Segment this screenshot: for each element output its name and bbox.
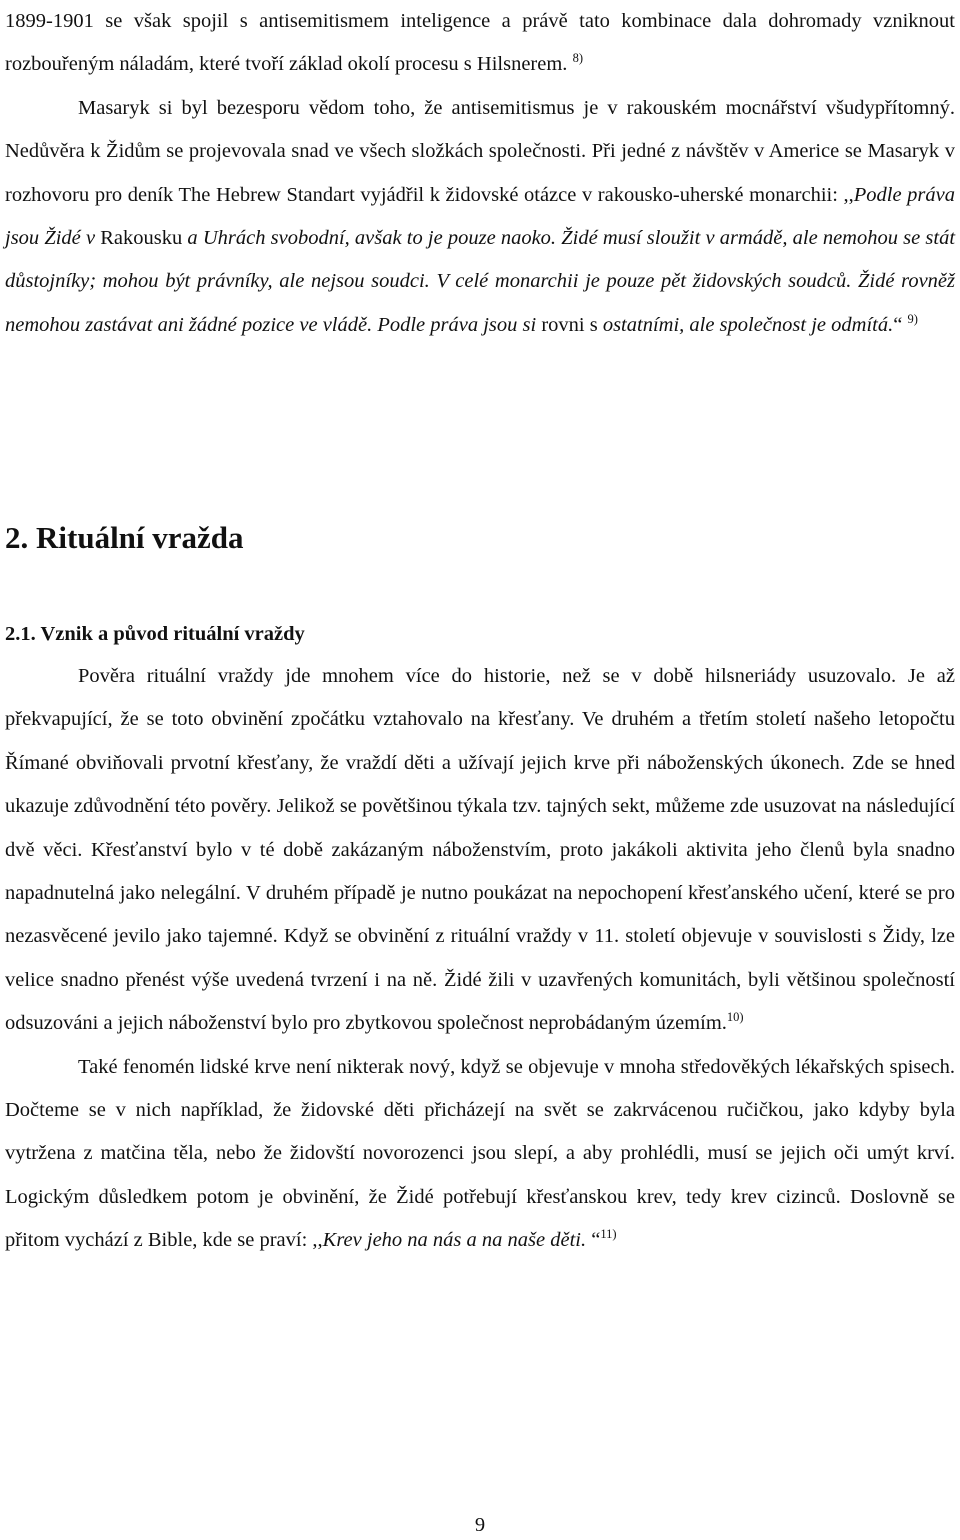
- quotation-text: Podle práva jsou Židé v: [5, 183, 955, 250]
- paragraph-text: 1899-1901 se však spojil s antisemitismem inteligence a právě tato kombinace dala dohromady vzniknout rozbouřeným náladám, které tvoří základ okolí procesu s Hilsnerem.: [5, 10, 955, 76]
- paragraph-text: Masaryk si byl bezesporu vědom toho, že antisemitismus je v rakouském mocnářství všudypřítomný. Nedůvěra k Židům se projevovala snad ve všech složkách společnosti. Při jedné z návštěv v Americe se Masaryk v rozhovoru pro deník The Hebrew Standart vyjádřil k židovské otázce v rakousko-uherské monarchii: ,,: [5, 96, 955, 206]
- footnote-marker[interactable]: 9): [907, 312, 918, 327]
- quotation-text: ostatními, ale společnost je odmítá.: [602, 313, 894, 336]
- footnote-marker[interactable]: 8): [572, 51, 583, 66]
- paragraph-text: Také fenomén lidské krve není nikterak nový, když se objevuje v mnoha středověkých lékařských spisech. Dočteme se v nich například, že židovské děti přicházejí na svět se zakrvácenou ručičkou, jako kdyby byla vytržena z matčina těla, nebo že židovští novorozenci jsou slepí, a aby prohlédli, musí se jejich oči umýt krví. Logickým důsledkem potom je obvinění, že Židé potřebují křesťanskou krev, tedy krev cizinců. Doslovně se přitom vychází z Bible, kde se praví: ,,: [5, 1055, 955, 1252]
- paragraph-text: rovni s: [536, 313, 603, 336]
- section-paragraph: [5, 655, 955, 1046]
- closing-quote: “: [893, 313, 903, 336]
- document-page: [5, 0, 955, 347]
- section-paragraph: [5, 1046, 955, 1263]
- quotation-text: Krev jeho na nás a na naše děti.: [322, 1229, 587, 1252]
- page-number: 9: [474, 1514, 486, 1536]
- chapter-heading: 2. Rituální vražda: [5, 520, 244, 555]
- paragraph-text: Rakousku: [95, 227, 188, 250]
- closing-quote: “: [586, 1229, 601, 1252]
- section-body: [5, 655, 955, 1263]
- intro-paragraph: [5, 0, 955, 87]
- footnote-marker[interactable]: 11): [600, 1227, 617, 1242]
- section-heading: 2.1. Vznik a původ rituální vraždy: [5, 623, 305, 645]
- paragraph-text: Pověra rituální vraždy jde mnohem více do historie, než se v době hilsneriády usuzovalo. Je až překvapující, že se toto obvinění zpočátku vztahovalo na křesťany. Ve druhém a třetím století našeho letopočtu Římané obviňovali prvotní křesťany, že vraždí děti a užívají jejich krve při náboženských úkonech. Zde se hned ukazuje zdůvodnění této pověry. Jelikož se povětšinou týkala tzv. tajných sekt, můžeme zde usuzovat na následující dvě věci. Křesťanství bylo v té době zakázaným náboženstvím, proto jakákoli aktivita jeho členů byla snadno napadnutelná jako nelegální. V druhém případě je nutno poukázat na nepochopení křesťanského učení, které se pro nezasvěcené jevilo jako tajemné. Když se obvinění z rituální vraždy v 11. století objevuje v souvislosti s Židy, lze velice snadno přenést výše uvedená tvrzení i na ně. Židé žili v uzavřených komunitách, byli většinou společností odsuzováni a jejich náboženství bylo pro zbytkovou společnost neprobádaným územím.: [5, 665, 955, 1035]
- masaryk-paragraph: [5, 87, 955, 347]
- quotation-text: a Uhrách svobodní, avšak to je pouze naoko. Židé musí sloužit v armádě, ale nemohou se stát důstojníky; mohou být právníky, ale nejsou soudci. V celé monarchii je pouze pět židovských soudců. Židé rovněž nemohou zastávat ani žádné pozice ve vládě. Podle práva jsou si: [5, 227, 956, 336]
- footnote-marker[interactable]: 10): [726, 1010, 744, 1025]
